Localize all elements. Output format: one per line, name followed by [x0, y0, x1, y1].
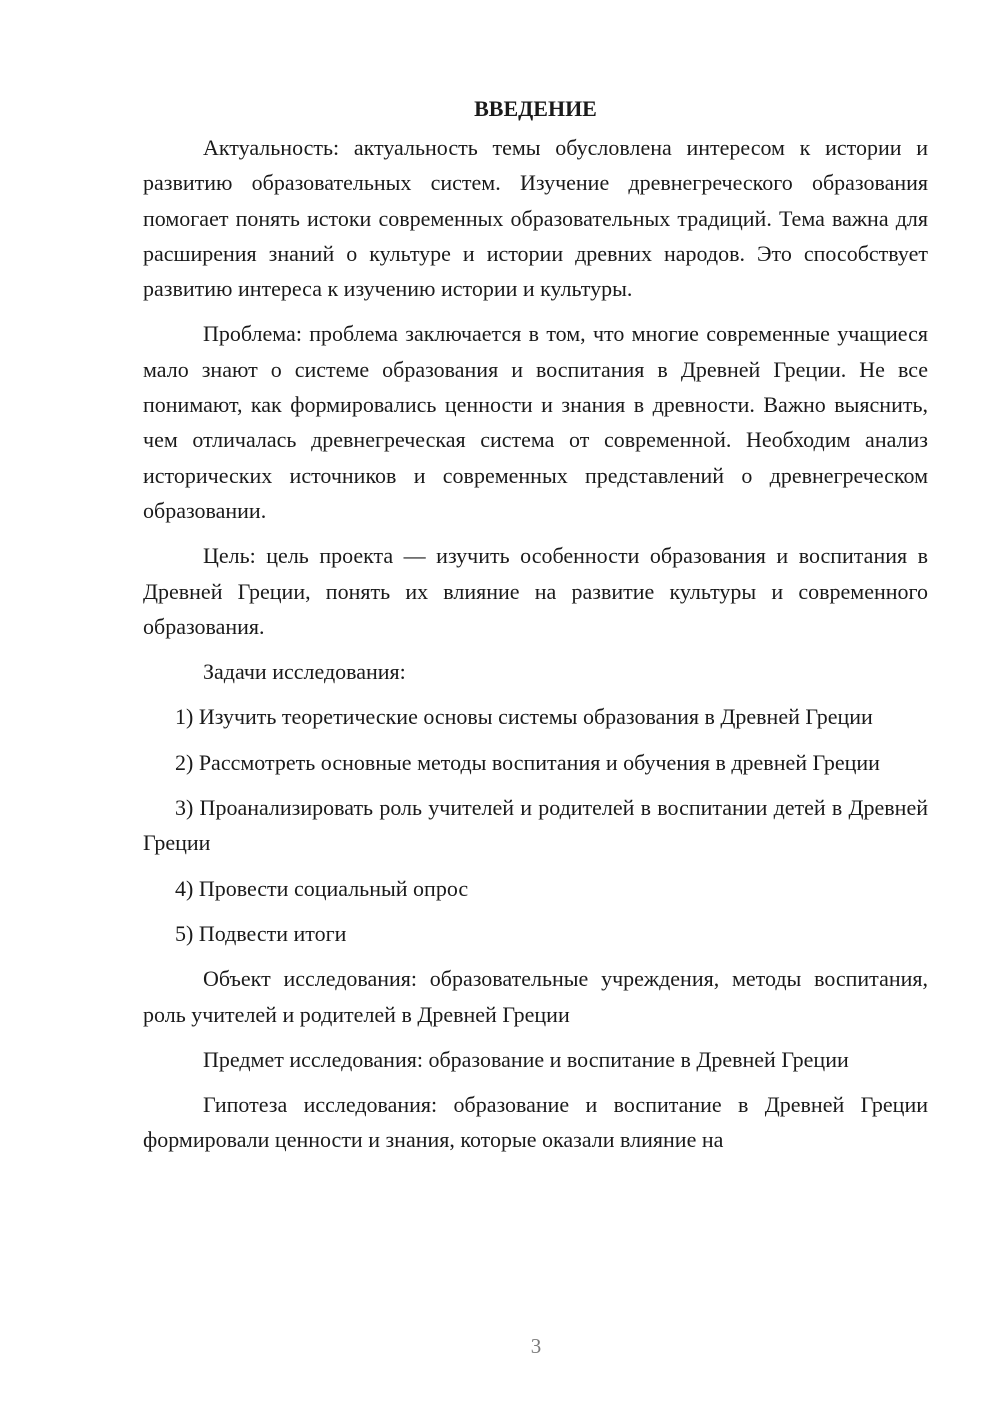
- task-item: 3) Проанализировать роль учителей и родителей в воспитании детей в Древней Греции: [143, 795, 928, 856]
- tasks-heading: Задачи исследования:: [203, 659, 406, 685]
- paragraph-goal: Цель: цель проекта — изучить особенности образования и воспитания в Древней Греции, понять их влияние на развитие культуры и современного образования.: [143, 543, 928, 639]
- task-item: 4) Провести социальный опрос: [175, 875, 469, 901]
- task-item: 2) Рассмотреть основные методы воспитания и обучения в древней Греции: [175, 749, 880, 775]
- paragraph-problem: Проблема: проблема заключается в том, что многие современные учащиеся мало знают о системе образования и воспитания в Древней Греции. Не все понимают, как формировались ценности и знания в древности. Важно выяснить, чем отличалась древнегреческая система от современной. Необходим анализ исторических источников и современных представлений о древнегреческом образовании.: [143, 321, 928, 523]
- paragraph-subject: Предмет исследования: образование и воспитание в Древней Греции: [203, 1046, 849, 1072]
- paragraph-object: Объект исследования: образовательные учреждения, методы воспитания, роль учителей и родителей в Древней Греции: [143, 966, 928, 1027]
- paragraph-relevance: Актуальность: актуальность темы обусловлена интересом к истории и развитию образовательных систем. Изучение древнегреческого образования помогает понять истоки современных образовательных традиций. Тема важна для расширения знаний о культуре и истории древних народов. Это способствует развитию интереса к изучению истории и культуры.: [143, 135, 928, 302]
- section-title: ВВЕДЕНИЕ: [474, 96, 597, 121]
- task-item: 1) Изучить теоретические основы системы образования в Древней Греции: [175, 704, 873, 730]
- document-page: [143, 94, 928, 1168]
- page-number: 3: [530, 1334, 542, 1358]
- task-item: 5) Подвести итоги: [175, 920, 347, 946]
- paragraph-hypothesis: Гипотеза исследования: образование и воспитание в Древней Греции формировали ценности и знания, которые оказали влияние на: [143, 1092, 928, 1153]
